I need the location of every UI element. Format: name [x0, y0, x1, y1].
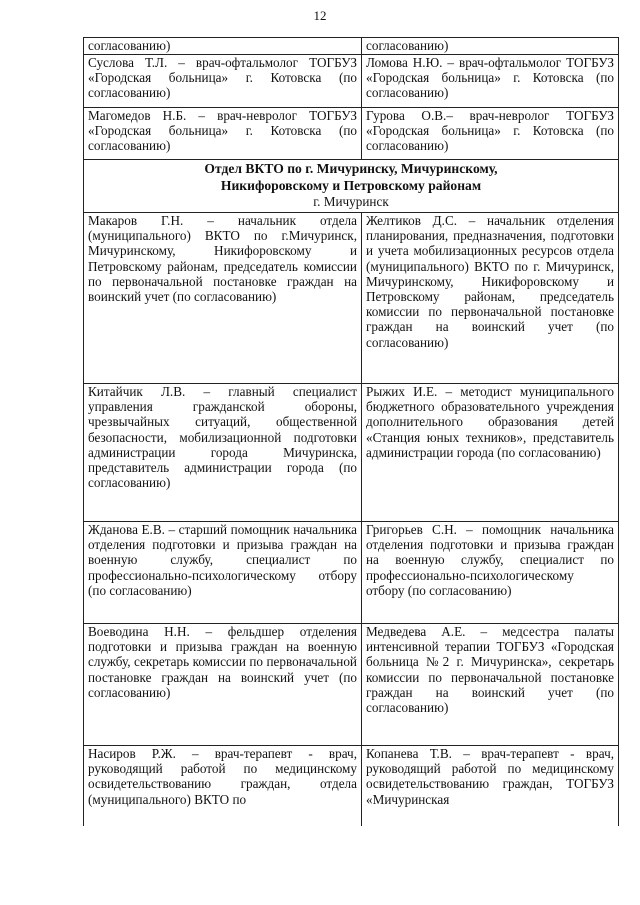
table-row	[84, 55, 619, 108]
deputy-text: Копанева Т.В. – врач-терапевт - врач, руководящий работой по медицинскому освидетельствованию граждан, ТОГБУЗ «Мичуринская	[366, 746, 614, 807]
member-text: Насиров Р.Ж. – врач-терапевт - врач, руководящий работой по медицинскому освидетельствованию граждан, отдела (муниципального) ВКТО по	[88, 746, 357, 807]
section-city: г. Мичуринск	[313, 194, 389, 209]
section-header-row	[84, 160, 619, 213]
deputy-text: Желтиков Д.С. – начальник отделения планирования, предназначения, подготовки и учета мобилизационных ресурсов отдела (муниципального) ВКТО по г. Мичуринск, Мичуринскому, Никифоровскому и Петровскому районам, председатель комиссии по первоначальной постановке граждан на воинский учет (по согласованию)	[366, 213, 614, 350]
table-row	[84, 522, 619, 624]
left-cell	[84, 522, 362, 624]
left-cell	[84, 108, 362, 160]
right-cell	[362, 384, 619, 522]
page-number: 12	[313, 8, 327, 23]
left-cell	[84, 384, 362, 522]
deputy-text: согласованию)	[366, 38, 449, 53]
right-cell	[362, 213, 619, 384]
section-header	[84, 160, 619, 213]
deputy-text: Медведева А.Е. – медсестра палаты интенсивной терапии ТОГБУЗ «Городская больница №2 г. Мичуринска», секретарь комиссии по первоначальной постановке граждан на воинский учет (по согласованию)	[366, 624, 614, 716]
left-cell	[84, 213, 362, 384]
left-cell	[84, 746, 362, 826]
table-row	[84, 624, 619, 746]
left-cell	[84, 55, 362, 108]
left-cell	[84, 624, 362, 746]
left-cell	[84, 38, 362, 55]
member-text: Магомедов Н.Б. – врач-невролог ТОГБУЗ «Городская больница» г. Котовска (по согласованию)	[88, 108, 357, 154]
right-cell	[362, 108, 619, 160]
member-text: Воеводина Н.Н. – фельдшер отделения подготовки и призыва граждан на военную службу, секретарь комиссии по первоначальной постановке граждан на воинский учет (по согласованию)	[88, 624, 357, 700]
member-text: Макаров Г.Н. – начальник отдела (муниципального) ВКТО по г.Мичуринск, Мичуринскому, Никифоровскому и Петровскому районам, председатель комиссии по первоначальной постановке граждан на воинский учет (по согласованию)	[88, 213, 357, 305]
table-row	[84, 213, 619, 384]
deputy-text: Григорьев С.Н. – помощник начальника отделения подготовки и призыва граждан на военную службу, специалист по профессионально-психологическому отбору (по согласованию)	[366, 522, 614, 598]
member-text: Китайчик Л.В. – главный специалист управления гражданской обороны, чрезвычайных ситуаций, общественной безопасности, мобилизационной подготовки администрации города Мичуринска, представитель администрации города (по согласованию)	[88, 384, 357, 491]
table-row	[84, 384, 619, 522]
right-cell	[362, 55, 619, 108]
table-row	[84, 746, 619, 826]
deputy-text: Рыжих И.Е. – методист муниципального бюджетного образовательного учреждения дополнительного образования детей «Станция юных техников», представитель администрации города (по согласованию)	[366, 384, 614, 460]
table-row	[84, 108, 619, 160]
table-row	[84, 38, 619, 55]
commission-table	[83, 37, 619, 826]
member-text: Жданова Е.В. – старший помощник начальника отделения подготовки и призыва граждан на военную службу, специалист по профессионально-психологическому отбору (по согласованию)	[88, 522, 357, 598]
member-text: Суслова Т.Л. – врач-офтальмолог ТОГБУЗ «Городская больница» г. Котовска (по согласованию)	[88, 55, 357, 101]
section-title-line1: Отдел ВКТО по г. Мичуринску, Мичуринскому,	[204, 161, 498, 176]
deputy-text: Гурова О.В.– врач-невролог ТОГБУЗ «Городская больница» г. Котовска (по согласованию)	[366, 108, 614, 154]
right-cell	[362, 38, 619, 55]
right-cell	[362, 746, 619, 826]
right-cell	[362, 522, 619, 624]
member-text: согласованию)	[88, 38, 171, 53]
right-cell	[362, 624, 619, 746]
section-title-line2: Никифоровскому и Петровскому районам	[220, 178, 482, 193]
deputy-text: Ломова Н.Ю. – врач-офтальмолог ТОГБУЗ «Городская больница» г. Котовска (по согласованию)	[366, 55, 614, 101]
